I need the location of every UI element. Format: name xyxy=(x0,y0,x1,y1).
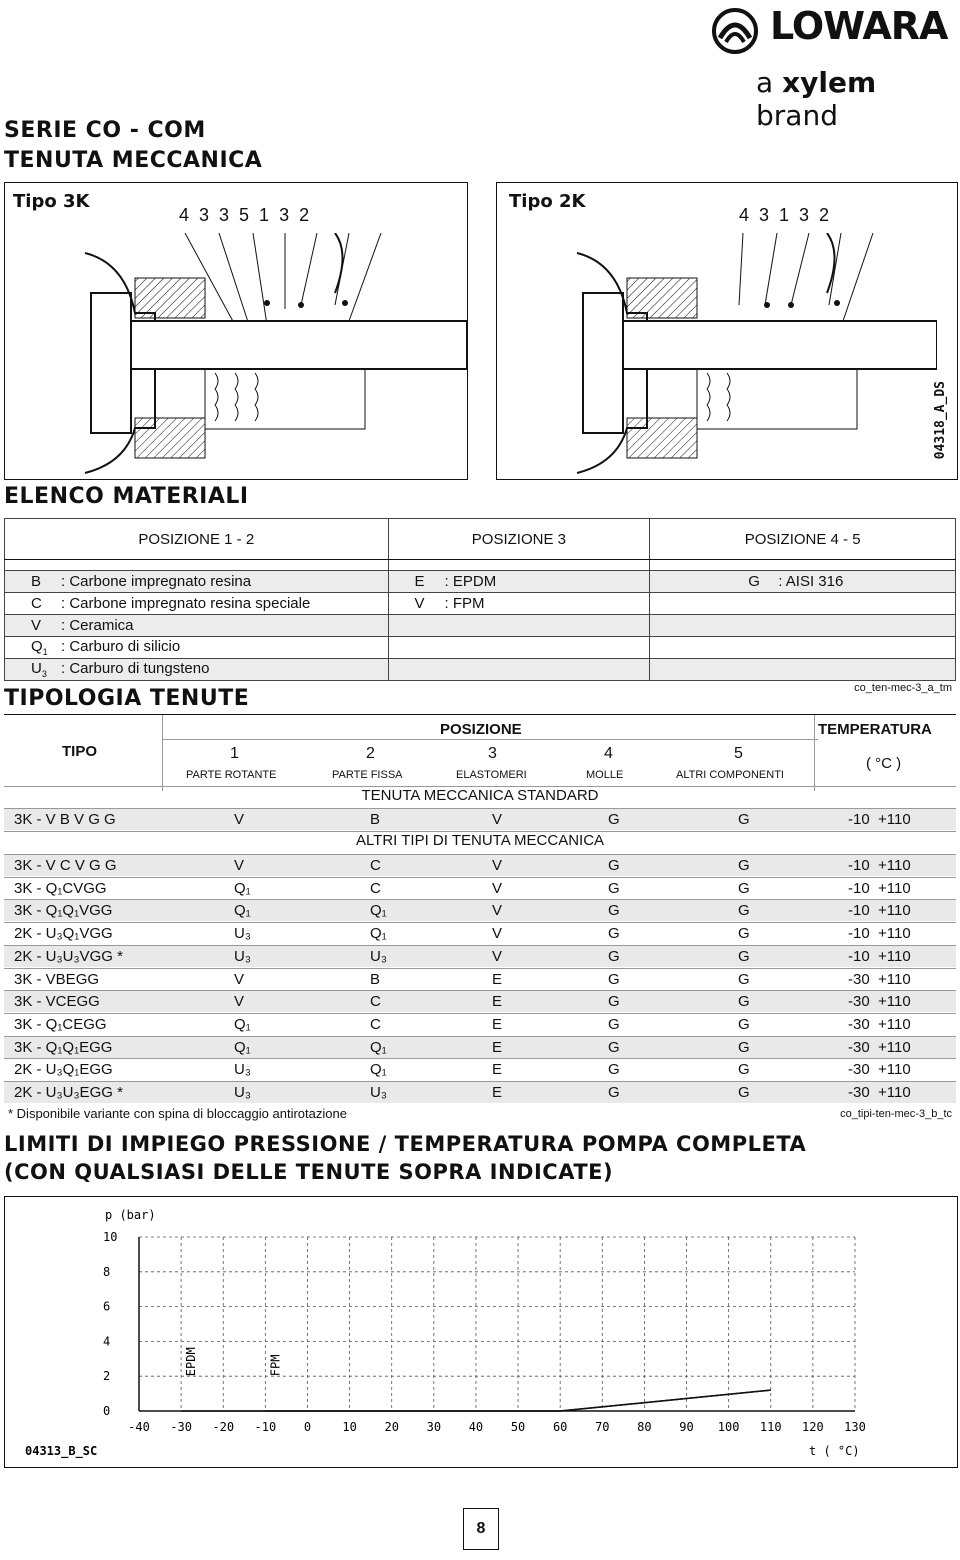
x-tick-label: -10 xyxy=(254,1420,277,1434)
x-tick-label: 20 xyxy=(384,1420,399,1434)
y-tick-label: 8 xyxy=(103,1264,111,1279)
pressure-temperature-chart xyxy=(5,1197,957,1467)
cell-tipo: 2K - U₃Q₁VGG xyxy=(14,925,113,943)
cell-temp: -10 +110 xyxy=(848,857,911,874)
cell-c3: V xyxy=(492,879,503,897)
y-axis-label: p (bar) xyxy=(105,1208,156,1222)
material-row: B : Carbone impregnato resina xyxy=(5,571,389,593)
pos-number: 2 xyxy=(366,745,375,762)
tipologia-ref-bottom: co_tipi-ten-mec-3_b_tc xyxy=(840,1108,952,1120)
cell-c1: Q₁ xyxy=(234,1015,251,1033)
y-tick-label: 10 xyxy=(103,1230,118,1244)
cell-c5: G xyxy=(738,970,750,988)
drawing-code: 04318_A_DS xyxy=(933,381,948,460)
cell-c2: Q₁ xyxy=(370,1061,387,1079)
cell-c1: V xyxy=(234,857,245,874)
standard-header: TENUTA MECCANICA STANDARD xyxy=(4,786,956,808)
cell-c5: G xyxy=(738,1061,750,1079)
x-tick-label: 60 xyxy=(552,1420,568,1434)
x-tick-label: 100 xyxy=(717,1420,740,1434)
materials-header-3: POSIZIONE 4 - 5 xyxy=(650,519,956,560)
chart-frame xyxy=(4,1196,958,1468)
cell-c1: V xyxy=(234,970,245,988)
footnote: * Disponibile variante con spina di bloccaggio antirotazione xyxy=(8,1106,347,1121)
cell-c5: G xyxy=(738,857,750,874)
cell-c3: E xyxy=(492,1015,503,1033)
cell-tipo: 3K - VCEGG xyxy=(14,993,100,1011)
lowara-logo-icon xyxy=(712,8,758,54)
cell-c4: G xyxy=(608,879,620,897)
x-tick-label: -30 xyxy=(170,1420,192,1434)
table-row xyxy=(4,854,956,876)
cell-c1: Q₁ xyxy=(234,902,251,920)
cell-temp: -30 +110 xyxy=(848,993,911,1011)
x-tick-label: 70 xyxy=(595,1420,610,1434)
cell-c1: U₃ xyxy=(234,947,251,965)
limits-title-line2: (CON QUALSIASI DELLE TENUTE SOPRA INDICATE) xyxy=(4,1160,614,1184)
brand-name: LOWARA xyxy=(770,4,948,48)
cell-tipo: 2K - U₃U₃EGG * xyxy=(14,1084,123,1101)
chart-code: 04313_B_SC xyxy=(25,1444,98,1458)
table-row xyxy=(4,990,956,1012)
drawing-2k-positions: 4 3 1 3 2 xyxy=(739,205,830,225)
x-tick-label: 10 xyxy=(342,1420,357,1434)
pos-name: ELASTOMERI xyxy=(456,769,527,781)
cell-c3: V xyxy=(492,857,503,874)
cell-temp: -10 +110 xyxy=(848,947,911,965)
x-tick-label: 90 xyxy=(679,1420,694,1434)
pos-name: PARTE ROTANTE xyxy=(186,769,277,781)
cell-c5: G xyxy=(738,993,750,1011)
x-tick-label: 120 xyxy=(802,1420,824,1434)
x-tick-label: 80 xyxy=(637,1420,652,1434)
cell-c5: G xyxy=(738,1084,750,1101)
cell-c3: E xyxy=(492,970,503,988)
brand-tagline: a xylem brand xyxy=(756,66,877,132)
cell-c5: G xyxy=(738,902,750,920)
y-tick-label: 2 xyxy=(103,1369,111,1384)
cell-temp: -10 +110 xyxy=(848,925,911,943)
cell-c5: G xyxy=(738,1038,750,1056)
pos-name: MOLLE xyxy=(586,769,624,781)
pos-name: ALTRI COMPONENTI xyxy=(676,769,784,781)
drawing-2k-label: Tipo 2K xyxy=(509,191,586,212)
cell-c2: B xyxy=(370,970,381,988)
page-title-line1: SERIE CO - COM xyxy=(4,118,206,143)
cell-c1: Q₁ xyxy=(234,879,251,897)
x-tick-label: 30 xyxy=(426,1420,442,1434)
table-row xyxy=(4,922,956,944)
cell-c4: G xyxy=(608,902,620,920)
cell-c2: C xyxy=(370,857,381,874)
cell-tipo: 3K - V C V G G xyxy=(14,857,117,874)
table-row xyxy=(4,1058,956,1080)
table-row xyxy=(4,899,956,921)
series-label-epdm: EPDM xyxy=(184,1347,199,1377)
x-tick-label: 110 xyxy=(759,1420,782,1434)
cell-tipo: 2K - U₃U₃VGG * xyxy=(14,947,123,965)
x-tick-label: -20 xyxy=(212,1420,235,1434)
cell-c3: E xyxy=(492,1061,503,1079)
tipo-header: TIPO xyxy=(62,743,98,760)
materials-table xyxy=(4,518,956,681)
cell-tipo: 3K - Q₁Q₁EGG xyxy=(14,1038,113,1056)
posizione-header: POSIZIONE xyxy=(440,721,522,738)
cell-c4: G xyxy=(608,1038,620,1056)
materials-header-1: POSIZIONE 1 - 2 xyxy=(5,519,389,560)
y-tick-label: 0 xyxy=(103,1404,111,1418)
temp-unit: ( °C ) xyxy=(866,755,902,772)
y-tick-label: 4 xyxy=(103,1334,111,1349)
cell-tipo: 3K - Q₁CVGG xyxy=(14,879,107,897)
material-row: $U_3$ : Carburo di tungsteno xyxy=(5,659,389,681)
cell-c3: V xyxy=(492,925,503,943)
pos-number: 1 xyxy=(230,745,239,762)
cell-temp: -30 +110 xyxy=(848,1061,911,1079)
cell-c2: Q₁ xyxy=(370,1038,387,1056)
cell-c2: Q₁ xyxy=(370,925,387,943)
drawing-3k xyxy=(4,182,468,480)
cell-temp: -30 +110 xyxy=(848,1015,911,1033)
material-row: V : Ceramica xyxy=(5,615,389,637)
seal-2k-drawing xyxy=(497,233,937,477)
pos-name: PARTE FISSA xyxy=(332,769,403,781)
y-tick-label: 6 xyxy=(103,1299,111,1314)
material-row: V : FPM xyxy=(388,593,650,615)
pos-number: 5 xyxy=(734,745,743,762)
series-label-fpm: FPM xyxy=(268,1354,283,1377)
cell-c5: G xyxy=(738,879,750,897)
cell-temp: -10 +110 xyxy=(848,879,911,897)
cell-c2: Q₁ xyxy=(370,902,387,920)
table-row xyxy=(4,1036,956,1058)
page-number: 8 xyxy=(463,1508,499,1550)
table-row xyxy=(4,968,956,990)
x-tick-label: 40 xyxy=(468,1420,484,1434)
material-row: E : EPDM xyxy=(388,571,650,593)
x-tick-label: 50 xyxy=(510,1420,526,1434)
cell-c4: G xyxy=(608,970,620,988)
cell-c4: G xyxy=(608,1015,620,1033)
cell-c2: U₃ xyxy=(370,1084,387,1101)
cell-tipo: 3K - VBEGG xyxy=(14,970,100,988)
cell-c2: C xyxy=(370,993,381,1011)
other-header: ALTRI TIPI DI TENUTA MECCANICA xyxy=(4,831,956,853)
cell-c2: C xyxy=(370,879,381,897)
pos-number: 3 xyxy=(488,745,497,762)
x-tick-label: -40 xyxy=(128,1420,150,1434)
cell-c4: G xyxy=(608,857,620,874)
cell-temp: -10 +110 xyxy=(848,902,911,920)
cell-c3: V xyxy=(492,947,503,965)
material-row: G : AISI 316 xyxy=(650,571,956,593)
drawing-3k-positions: 4 3 3 5 1 3 2 xyxy=(179,205,310,225)
material-row: C : Carbone impregnato resina speciale xyxy=(5,593,389,615)
cell-c4: G xyxy=(608,1061,620,1079)
cell-c4: G xyxy=(608,1084,620,1101)
x-tick-label: 130 xyxy=(844,1420,866,1434)
drawing-2k xyxy=(496,182,958,480)
cell-tipo: 3K - Q₁CEGG xyxy=(14,1015,107,1033)
cell-c1: U₃ xyxy=(234,1061,251,1079)
cell-temp: -30 +110 xyxy=(848,1084,911,1101)
limits-title-line1: LIMITI DI IMPIEGO PRESSIONE / TEMPERATURA POMPA COMPLETA xyxy=(4,1132,807,1156)
materials-title: ELENCO MATERIALI xyxy=(4,484,249,509)
material-row: $Q_1$ : Carburo di silicio xyxy=(5,637,389,659)
page-title-line2: TENUTA MECCANICA xyxy=(4,148,263,173)
x-tick-label: 0 xyxy=(303,1420,312,1434)
cell-tipo: 3K - Q₁Q₁VGG xyxy=(14,902,113,920)
cell-c3: E xyxy=(492,1038,503,1056)
cell-c5: G xyxy=(738,925,750,943)
table-row xyxy=(4,1013,956,1035)
cell-c1: Q₁ xyxy=(234,1038,251,1056)
cell-c1: U₃ xyxy=(234,925,251,943)
cell-c3: E xyxy=(492,993,503,1011)
table-row xyxy=(4,945,956,967)
drawing-3k-label: Tipo 3K xyxy=(13,191,90,212)
cell-c4: G xyxy=(608,993,620,1011)
cell-c4: G xyxy=(608,925,620,943)
cell-c5: G xyxy=(738,1015,750,1033)
tipologia-header xyxy=(4,714,956,791)
cell-tipo: 2K - U₃Q₁EGG xyxy=(14,1061,113,1079)
cell-c3: V xyxy=(492,902,503,920)
materials-header-2: POSIZIONE 3 xyxy=(388,519,650,560)
cell-c2: C xyxy=(370,1015,381,1033)
cell-c2: U₃ xyxy=(370,947,387,965)
cell-temp: -30 +110 xyxy=(848,970,911,988)
cell-c1: V xyxy=(234,993,245,1011)
pos-number: 4 xyxy=(604,745,613,762)
tipologia-title: TIPOLOGIA TENUTE xyxy=(4,686,250,711)
temperatura-header: TEMPERATURA xyxy=(818,721,932,738)
cell-c3: E xyxy=(492,1084,503,1101)
table-row: 3K - V B V G G V B V G G -10 +110 xyxy=(4,808,956,830)
cell-c5: G xyxy=(738,947,750,965)
cell-c1: U₃ xyxy=(234,1084,251,1101)
cell-c4: G xyxy=(608,947,620,965)
cell-temp: -30 +110 xyxy=(848,1038,911,1056)
x-axis-label: t ( °C) xyxy=(809,1444,860,1458)
seal-3k-drawing xyxy=(5,233,467,477)
table-row xyxy=(4,877,956,899)
tipologia-ref-top: co_ten-mec-3_a_tm xyxy=(854,682,952,694)
table-row xyxy=(4,1081,956,1103)
